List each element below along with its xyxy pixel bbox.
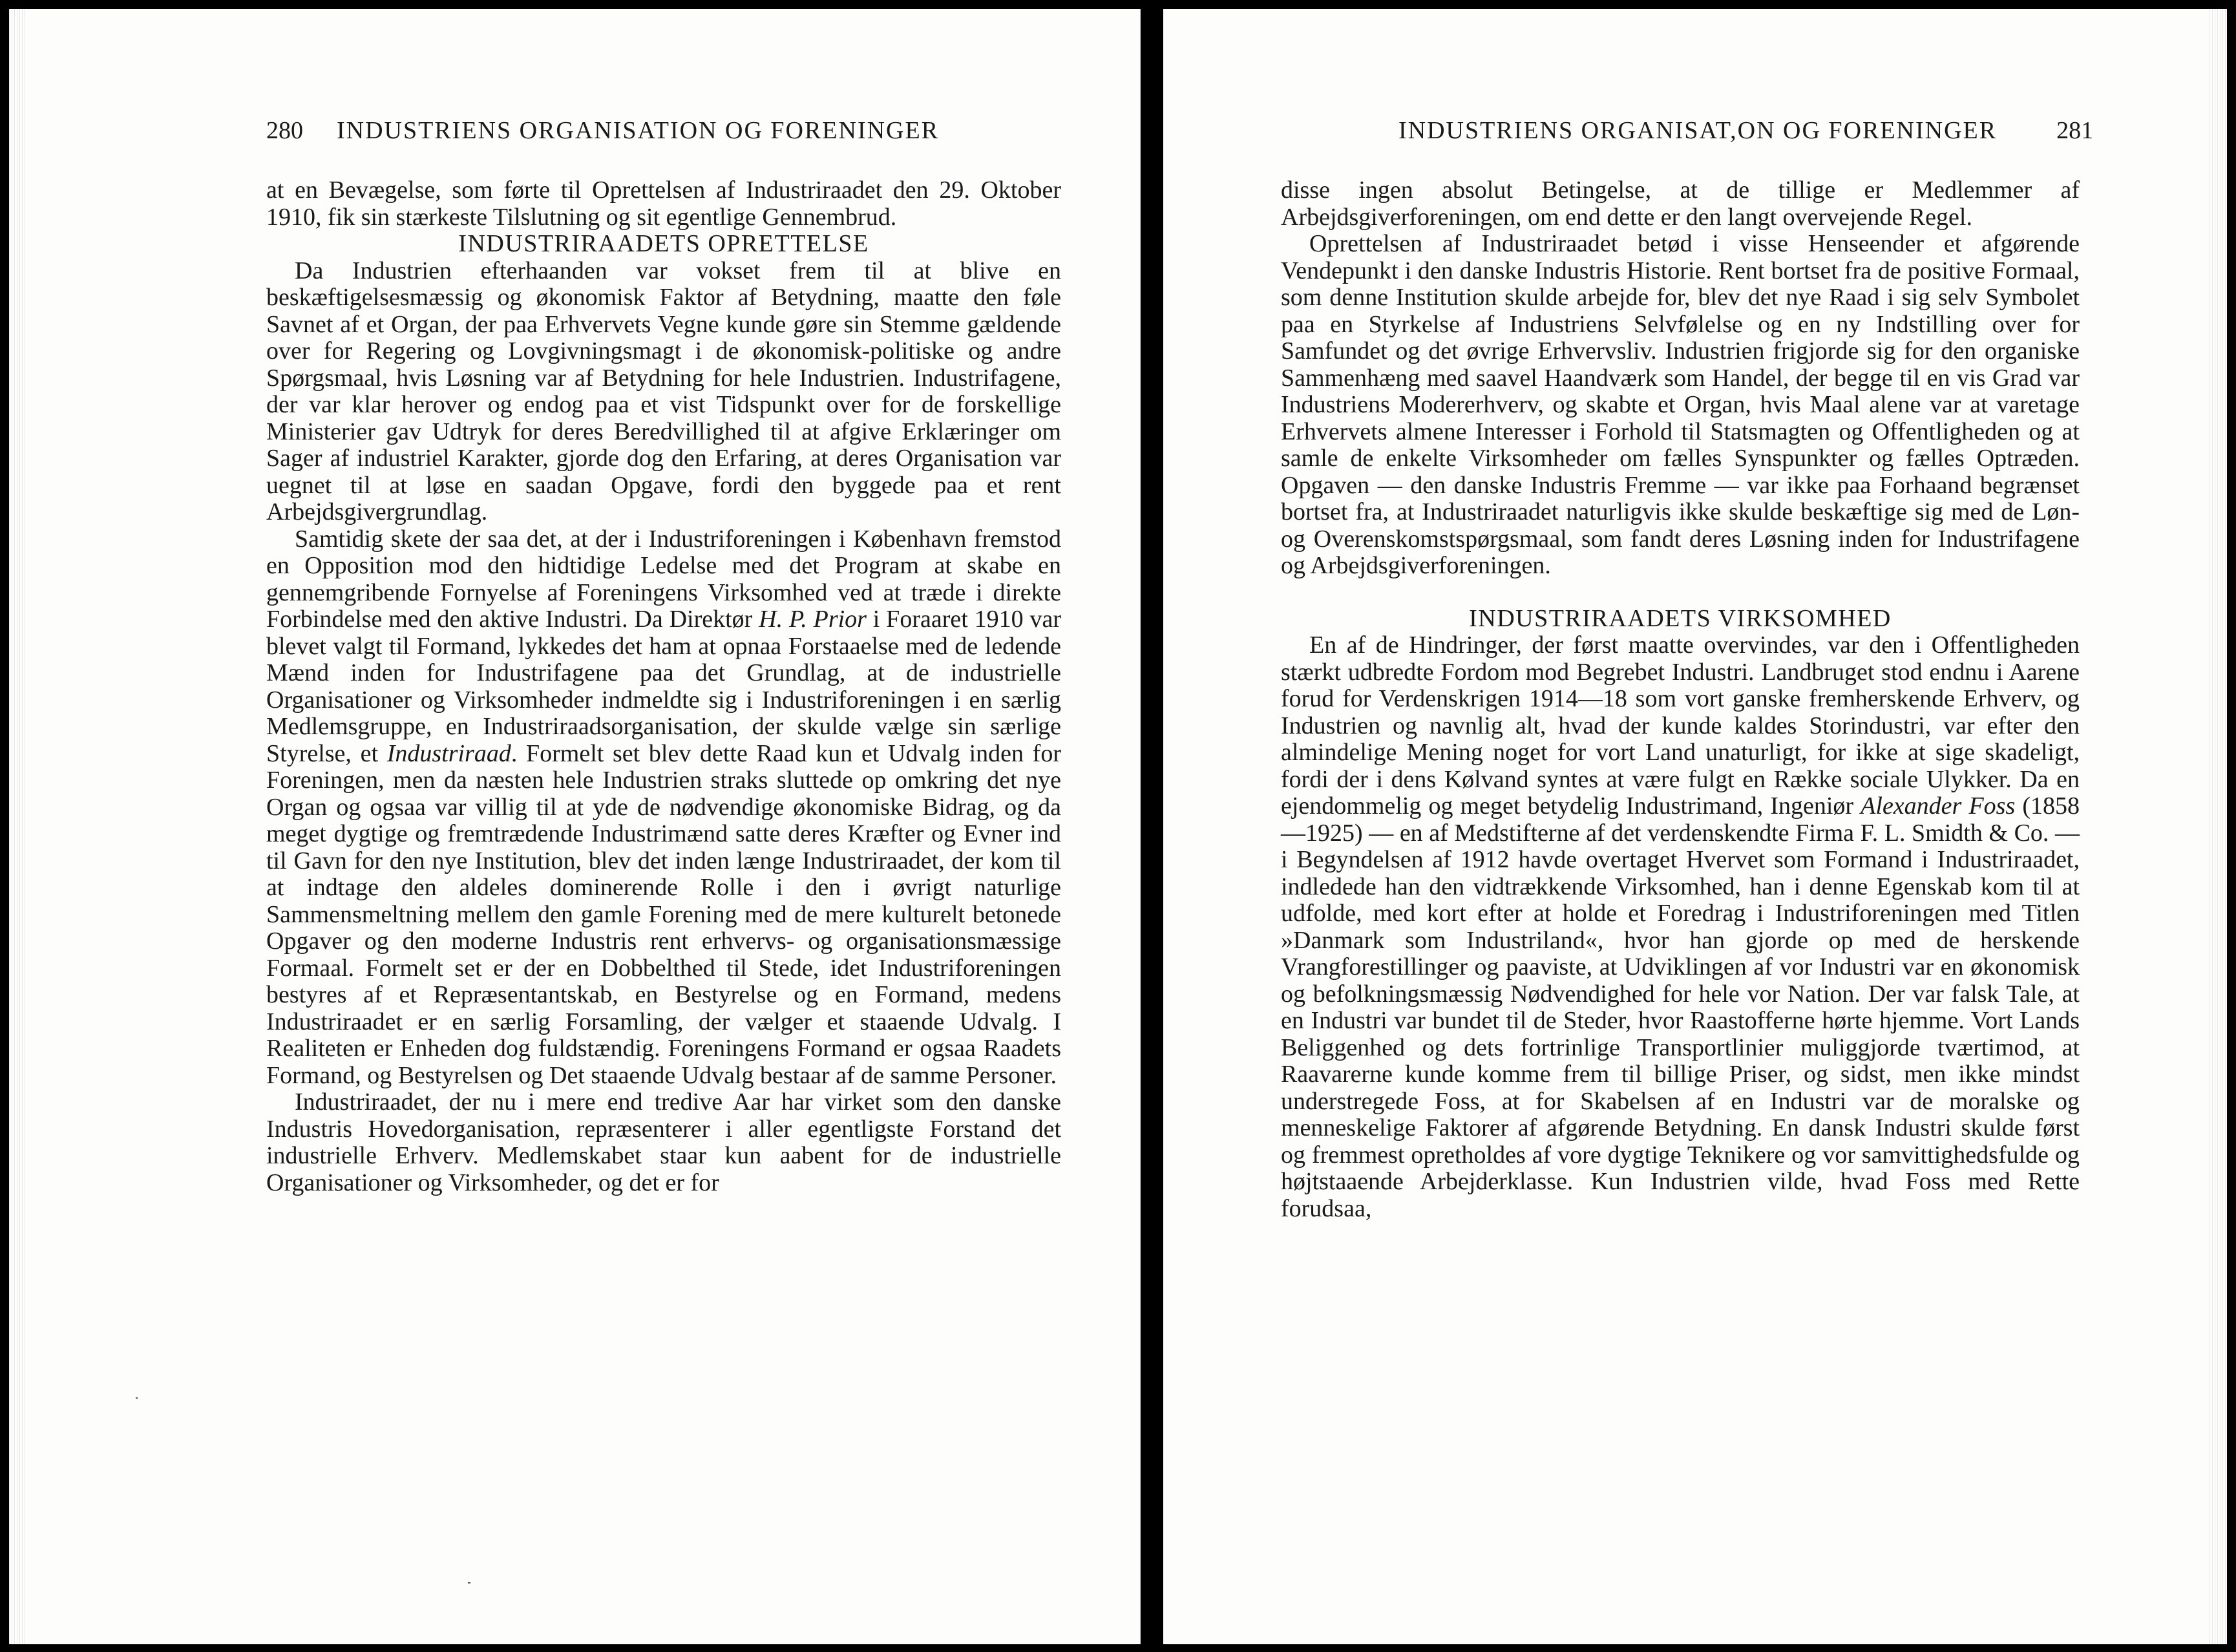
section-heading: INDUSTRIRAADETS OPRETTELSE (458, 230, 869, 257)
page-edge-stack (9, 9, 26, 1644)
body-paragraph: Oprettelsen af Industriraadet betød i visse Henseender et afgørende Vendepunkt i den danske Industris Historie. Rent bortset fra de positive Formaal, som denne Institution skulde arbejde for, blev det nye Raad i sig selv Symbolet paa en Styrkelse af Industriens Selvfølelse og en ny Indstilling over for Samfundet og det øvrige Erhvervsliv. Industrien frigjorde sig for den organiske Sammenhæng med saavel Haandværk som Handel, der begge til en vis Grad var Industriens Modererhverv, og skabte et Organ, hvis Maal alene var at varetage Erhvervets almene Interesser i Forhold til Statsmagten og Offentligheden og at samle de enkelte Virksomheder om fælles Synspunkter og fælles Optræden. Opgaven — den danske Industris Fremme — var ikke paa Forhaand begrænset bortset fra, at Industriraadet naturligvis ikke skulde beskæftige sig med de Løn- og Overenskomstspørgsmaal, som fandt deres Løsning inden for Industrifagene og Arbejdsgiverforeningen. (1281, 230, 2080, 579)
right-page (1163, 9, 2227, 1644)
left-body-text (266, 177, 1061, 1196)
section-heading: INDUSTRIRAADETS VIRKSOMHED (1469, 604, 1892, 632)
left-running-header (266, 116, 939, 145)
person-name: Alexander Foss (1861, 792, 2016, 820)
body-paragraph: Da Industrien efterhaanden var vokset frem til at blive en beskæftigelsesmæssig og økonomisk Faktor af Betydning, maatte den føle Savnet af et Organ, der paa Erhvervets Vegne kunde gøre sin Stemme gældende over for Regering og Lovgivningsmagt i de økonomisk-politiske og andre Spørgsmaal, hvis Løsning var af Betydning for hele Industrien. Industrifagene, der var klar herover og endog paa et vist Tidspunkt over for de forskellige Ministerier gav Udtryk for deres Beredvillighed til at afgive Erklæringer om Sager af industriel Karakter, gjorde dog den Erfaring, at deres Organisation var uegnet til at løse en saadan Opgave, fordi den byggede paa et rent Arbejdsgivergrundlag. (266, 257, 1061, 525)
person-name: H. P. Prior (759, 606, 867, 633)
page-number: 281 (2056, 117, 2094, 144)
print-speck (468, 1582, 470, 1583)
continuation-paragraph: at en Bevægelse, som førte til Oprettelsen af Industriraadet den 29. Oktober 1910, fik sin stærkeste Tilslutning og sit egentlige Gennembrud. (266, 176, 1061, 231)
right-body-text (1281, 177, 2080, 1222)
continuation-paragraph: disse ingen absolut Betingelse, at de tillige er Medlemmer af Arbejdsgiverforeningen, om end dette er den langt overvejende Regel. (1281, 176, 2080, 231)
page-edge-stack (2208, 9, 2227, 1644)
print-speck (136, 1397, 138, 1399)
body-paragraph: Industriraadet, der nu i mere end tredive Aar har virket som den danske Industris Hovedorganisation, repræsenterer i aller egentligste Forstand det industrielle Erhverv. Medlemskabet staar kun aabent for de industrielle Organisationer og Virksomheder, og det er for (266, 1088, 1061, 1196)
term: Industriraad (386, 739, 511, 767)
left-page (9, 9, 1141, 1644)
body-paragraph: Samtidig skete der saa det, at der i Industriforeningen i København fremstod en Opposition mod den hidtidige Ledelse med det Program at skabe en gennemgribende Fornyelse af Foreningens Virksomhed ved at træde i direkte Forbindelse med den aktive Industri. Da Direktør H. P. Prior i Foraaret 1910 var blevet valgt til Formand, lykkedes det ham at opnaa Forstaaelse med de ledende Mænd inden for Industrifagene paa det Grundlag, at de industrielle Organisationer og Virksomheder indmeldte sig i Industriforeningen i en særlig Medlemsgruppe, en Industriraadsorganisation, der skulde vælge sin særlige Styrelse, et Industriraad. Formelt set blev dette Raad kun et Udvalg inden for Foreningen, men da næsten hele Industrien straks sluttede op omkring det nye Organ og ogsaa var villig til at yde de nødvendige økonomiske Bidrag, og da meget dygtige og fremtrædende Industrimænd satte deres Kræfter og Evner ind til Gavn for den nye Institution, blev det inden længe Industriraadet, der kom til at indtage den aldeles dominerende Rolle i den i øvrigt naturlige Sammensmeltning mellem den gamle Forening med de mere kulturelt betonede Opgaver og den moderne Industris rent erhvervs- og organisationsmæssige Formaal. Formelt set er der en Dobbelthed til Stede, idet Industriforeningen bestyres af et Repræsentantskab, en Bestyrelse og en Formand, medens Industriraadet er en særlig Forsamling, der vælger et staaende Udvalg. I Realiteten er Enheden dog fuldstændig. Foreningens Formand er ogsaa Raadets Formand, og Bestyrelsen og Det staaende Udvalg bestaar af de samme Personer. (266, 525, 1061, 1089)
running-head: INDUSTRIENS ORGANISATION OG FORENINGER (337, 117, 940, 144)
right-running-header (1398, 116, 2093, 145)
running-head: INDUSTRIENS ORGANISAT,ON OG FORENINGER (1398, 117, 1998, 144)
page-number: 280 (266, 117, 303, 144)
body-paragraph: En af de Hindringer, der først maatte overvindes, var den i Offentligheden stærkt udbredte Fordom mod Begrebet Industri. Landbruget stod endnu i Aarene forud for Verdenskrigen 1914—18 som vort ganske fremherskende Erhverv, og Industrien og navnlig alt, hvad der kunde kaldes Storindustri, var efter den almindelige Mening noget for vort Land unaturligt, for ikke at sige skadeligt, fordi der i dens Kølvand syntes at være fulgt en Række sociale Ulykker. Da en ejendommelig og meget betydelig Industrimand, Ingeniør Alexander Foss (1858—1925) — en af Medstifterne af det verdenskendte Firma F. L. Smidth & Co. — i Begyndelsen af 1912 havde overtaget Hvervet som Formand i Industriraadet, indledede han den vidtrækkende Virksomhed, han i denne Egenskab kom til at udfolde, med kort efter at holde et Foredrag i Industriforeningen med Titlen »Danmark som Industriland«, hvor han gjorde op med de herskende Vrangforestillinger og paaviste, at Udviklingen af vor Industri var en økonomisk og befolkningsmæssig Nødvendighed for hele vor Nation. Der var falsk Tale, at en Industri var bundet til de Steder, hvor Raastofferne hørte hjemme. Vort Lands Beliggenhed og dets fortrinlige Transportlinier muliggjorde tværtimod, at Raavarerne kunde komme frem til billige Priser, og sidst, men ikke mindst understregede Foss, at for Skabelsen af en Industri var de moralske og menneskelige Faktorer af afgørende Betydning. En dansk Industri skulde først og fremmest opretholdes af vore dygtige Teknikere og vor samvittighedsfulde og højtstaaende Arbejderklasse. Kun Industrien vilde, hvad Foss med Rette forudsaa, (1281, 631, 2080, 1222)
